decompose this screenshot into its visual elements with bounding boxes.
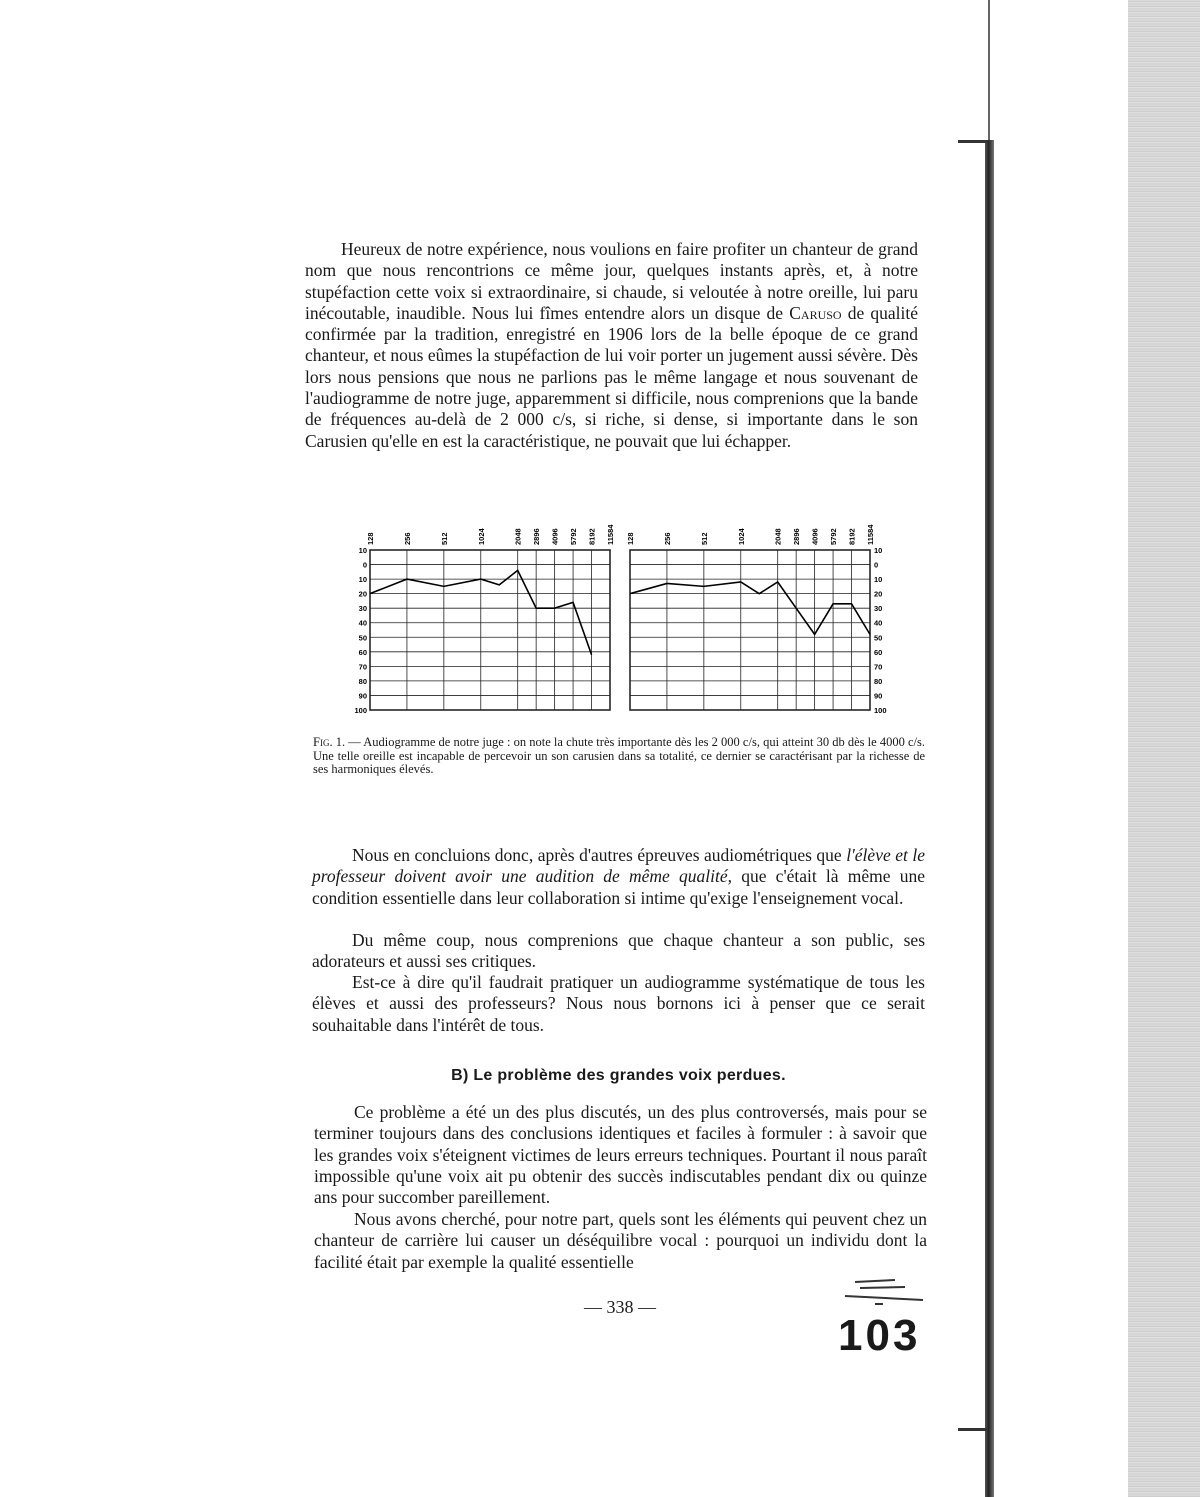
paragraph-1-text: Heureux de notre expérience, nous voulions en faire profiter un chanteur de grand nom que nous rencontrions ce même jour, quelques instants après, et, à notre stupéfaction cette voix si extraordinaire, si chaude, si veloutée à notre oreille, lui paru inécoutable, inaudible. Nous lui fîmes entendre alors un disque de bbox=[305, 239, 918, 323]
edge-tick-mark bbox=[958, 140, 988, 143]
audiogram-figure bbox=[300, 505, 920, 727]
audiogram-2-y-tick-label: 100 bbox=[874, 706, 887, 715]
audiogram-1-y-tick-label: 100 bbox=[354, 706, 367, 715]
audiogram-2-x-tick-label: 2048 bbox=[773, 528, 783, 545]
audiogram-2-y-tick-label: 80 bbox=[874, 676, 883, 686]
audiogram-2-x-tick-label: 2896 bbox=[792, 528, 802, 545]
audiogram-2-y-tick-label: 60 bbox=[874, 647, 883, 657]
section-heading: B) Le problème des grandes voix perdues. bbox=[451, 1067, 786, 1084]
audiogram-2-y-tick-label: 90 bbox=[874, 691, 883, 701]
audiogram-1-y-tick-label: 10 bbox=[358, 546, 367, 555]
audiogram-2-x-tick-label: 256 bbox=[662, 532, 672, 545]
page-number: — 338 — bbox=[584, 1297, 656, 1317]
audiogram-2-x-tick-label: 128 bbox=[626, 532, 635, 545]
audiogram-2-frame bbox=[630, 550, 870, 710]
audiogram-1-x-tick-label: 2048 bbox=[513, 528, 523, 545]
paragraph-2-end: que c'était là même une condition essentielle dans leur collaboration si intime qu'exige l'enseignement vocal. bbox=[312, 866, 925, 908]
audiogram-1-y-tick-label: 30 bbox=[358, 604, 367, 614]
audiogram-1-y-tick-label: 70 bbox=[358, 662, 367, 672]
audiogram-1-y-tick-label: 0 bbox=[362, 560, 367, 570]
audiogram-1-x-tick-label: 8192 bbox=[587, 528, 597, 545]
audiogram-1-y-tick-label: 50 bbox=[358, 633, 367, 643]
audiogram-1-x-tick-label: 11584 bbox=[606, 524, 615, 545]
audiogram-2-y-tick-label: 30 bbox=[874, 604, 883, 614]
audiogram-1-y-tick-label: 10 bbox=[358, 575, 367, 585]
audiogram-2-x-tick-label: 512 bbox=[699, 532, 709, 545]
caption-text: — Audiogramme de notre juge : on note la chute très importante dès les 2 000 c/s, qui atteint 30 db dès le 4000 c/s. Une telle oreille est incapable de percevoir un son carusien dans sa totalité, ce dernier se caractérisant par la richesse de ses harmoniques élevés. bbox=[313, 735, 926, 776]
paragraph-4: Est-ce à dire qu'il faudrait pratiquer un audiogramme systématique de tous les élèves et aussi des professeurs? Nous nous bornons ici à penser que ce serait souhaitable dans l'intérêt de tous. bbox=[312, 972, 925, 1035]
audiogram-2-x-tick-label: 5792 bbox=[829, 528, 839, 545]
paragraph-5: Ce problème a été un des plus discutés, un des plus controversés, mais pour se terminer toujours dans des conclusions identiques et faciles à formuler : à savoir que les grandes voix s'éteignent victimes de leurs erreurs techniques. Pourtant il nous paraît impossible qu'une voix ait pu obtenir des succès indiscutables pendant dix ou quinze ans pour succomber pareillement. bbox=[314, 1102, 927, 1208]
audiogram-2-y-tick-label: 10 bbox=[874, 575, 883, 585]
audiogram-1-x-tick-label: 256 bbox=[402, 532, 412, 545]
audiogram-1-y-tick-label: 80 bbox=[358, 676, 367, 686]
audiogram-2-x-tick-label: 1024 bbox=[736, 528, 746, 545]
binding-edge bbox=[985, 140, 994, 1497]
paragraph-6: Nous avons cherché, pour notre part, quels sont les éléments qui peuvent chez un chanteur de carrière lui causer un déséquilibre vocal : pourquoi un individu dont la facilité était par exemple la qualité essentielle bbox=[314, 1209, 927, 1272]
stamp-marks bbox=[835, 1278, 930, 1308]
audiogram-1-y-tick-label: 40 bbox=[358, 618, 367, 628]
edge-tick-mark-bottom bbox=[958, 1428, 988, 1431]
paragraph-2 bbox=[312, 845, 925, 909]
audiogram-1-x-tick-label: 1024 bbox=[476, 528, 486, 545]
audiogram-2-y-tick-label: 40 bbox=[874, 618, 883, 628]
audiogram-1-x-tick-label: 128 bbox=[366, 532, 375, 545]
audiogram-2-x-tick-label: 4096 bbox=[810, 528, 820, 545]
audiogram-1-frame bbox=[370, 550, 610, 710]
audiogram-1-y-tick-label: 20 bbox=[358, 589, 367, 599]
paragraph-2-start: Nous en concluions donc, après d'autres épreuves audiométriques que bbox=[352, 845, 847, 865]
figure-label: Fig. 1. bbox=[313, 735, 346, 749]
audiogram-1-y-tick-label: 90 bbox=[358, 691, 367, 701]
page-edge-line bbox=[988, 0, 990, 140]
audiogram-1-y-tick-label: 60 bbox=[358, 647, 367, 657]
audiogram-1-x-tick-label: 2896 bbox=[532, 528, 542, 545]
audiogram-1-x-tick-label: 5792 bbox=[569, 528, 579, 545]
paragraph-1-end: de qualité confirmée par la tradition, enregistré en 1906 lors de la belle époque de ce grand chanteur, et nous eûmes la stupéfaction de lui voir porter un jugement aussi sévère. Dès lors nous pensions que nous ne parlions pas le même langage et nous souvenant de l'audiogramme de notre juge, apparemment si difficile, nous comprenions que la bande de fréquences au-delà de 2 000 c/s, si riche, si dense, si importante dans le son Carusien qu'elle en est la caractéristique, ne pouvait que lui échapper. bbox=[305, 302, 919, 451]
caruso-name: Caruso bbox=[789, 302, 842, 323]
audiogram-2-y-tick-label: 20 bbox=[874, 589, 883, 599]
audiogram-2-y-tick-label: 0 bbox=[874, 560, 879, 570]
audiogram-1-x-tick-label: 512 bbox=[439, 532, 449, 545]
paragraph-1 bbox=[305, 239, 918, 452]
paragraph-2-italic: l'élève et le professeur doivent avoir une audition de même qualité, bbox=[312, 845, 925, 887]
audiogram-2-y-tick-label: 10 bbox=[874, 546, 883, 555]
paragraph-3: Du même coup, nous comprenions que chaque chanteur a son public, ses adorateurs et aussi ses critiques. bbox=[312, 930, 925, 972]
audiogram-2-y-tick-label: 50 bbox=[874, 633, 883, 643]
adjacent-page-edge bbox=[1128, 0, 1200, 1497]
audiogram-2-x-tick-label: 11584 bbox=[866, 524, 875, 545]
audiogram-1-x-tick-label: 4096 bbox=[550, 528, 560, 545]
audiogram-2-x-tick-label: 8192 bbox=[847, 528, 857, 545]
audiogram-2-y-tick-label: 70 bbox=[874, 662, 883, 672]
figure-caption bbox=[313, 736, 925, 777]
stamp-number: 103 bbox=[838, 1311, 921, 1360]
